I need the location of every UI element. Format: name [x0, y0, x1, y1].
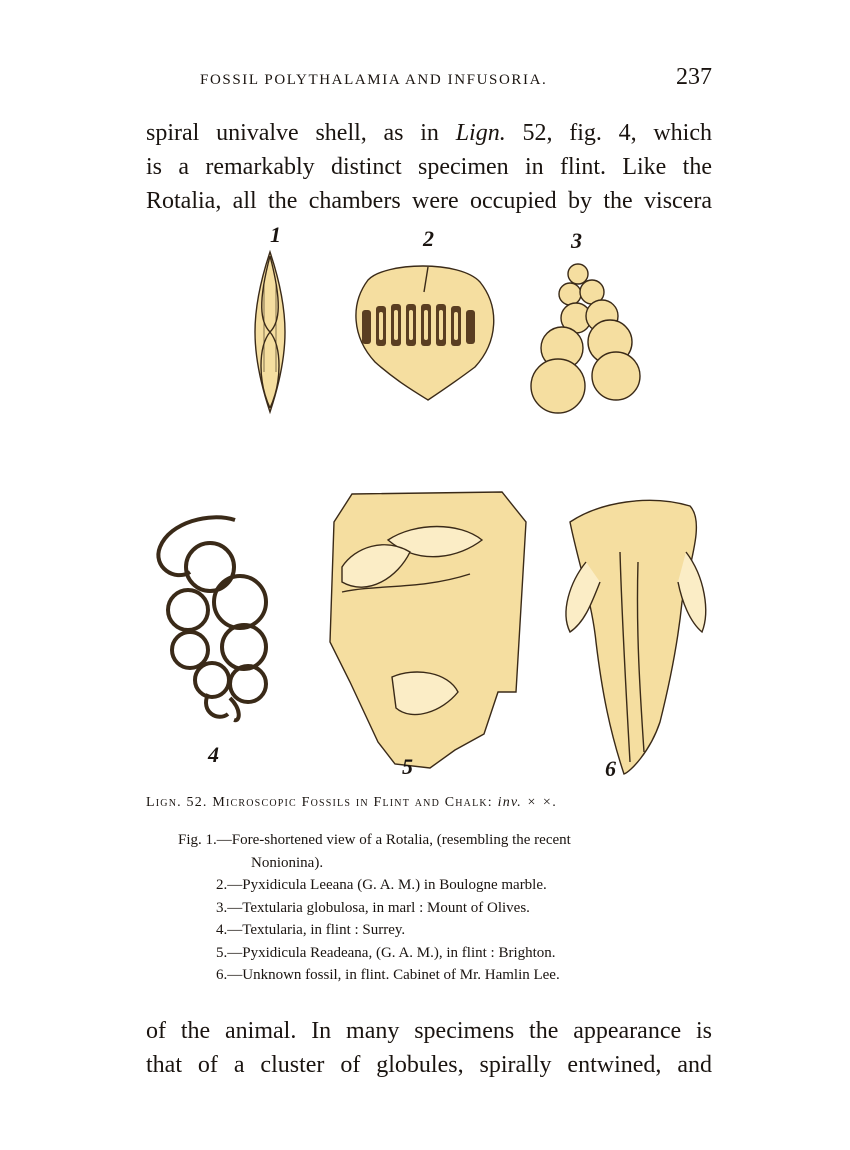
fossil-1-rotalia — [255, 252, 285, 412]
figure-number-5: 5 — [402, 754, 413, 779]
text-line: Rotalia, all the chambers were occupied by the viscera — [146, 188, 712, 214]
legend-line: 5.—Pyxidicula Readeana, (G. A. M.), in flint : Brighton. — [216, 944, 556, 961]
fossil-2-pyxidicula — [356, 266, 494, 400]
figure-legend — [146, 829, 712, 987]
text-line: that of a cluster of globules, spirally entwined, and — [146, 1052, 712, 1078]
fossil-3-textularia-globulosa — [531, 264, 640, 413]
legend-line: 3.—Textularia globulosa, in marl : Mount of Olives. — [216, 899, 530, 916]
figure-caption — [146, 795, 712, 811]
legend-line: 2.—Pyxidicula Leeana (G. A. M.) in Boulogne marble. — [216, 877, 547, 893]
running-header — [200, 64, 712, 100]
legend-line: Fig. 1.—Fore-shortened view of a Rotalia, (resembling the recent — [178, 832, 571, 848]
figure-number-2: 2 — [423, 226, 434, 251]
fossil-6-unknown — [566, 500, 706, 774]
bottom-paragraph — [146, 1014, 712, 1082]
text-line: spiral univalve shell, as in Lign. 52, fig. 4, which — [146, 120, 713, 146]
fossil-illustrations — [130, 222, 730, 782]
text-line: is a remarkably distinct specimen in flint. Like the — [146, 154, 712, 180]
caption-prefix: Lign. 52. — [146, 795, 208, 810]
caption-title: Microscopic Fossils in Flint and Chalk: — [212, 795, 493, 810]
text-line: of the animal. In many specimens the appearance is — [146, 1018, 712, 1044]
legend-line: 4.—Textularia, in flint : Surrey. — [216, 922, 406, 938]
running-title: FOSSIL POLYTHALAMIA AND INFUSORIA. — [200, 72, 548, 88]
legend-line: Nonionina). — [251, 854, 324, 871]
figure-number-4: 4 — [208, 742, 219, 767]
fossil-4-textularia-rings — [158, 517, 266, 720]
legend-line: 6.—Unknown fossil, in flint. Cabinet of Mr. Hamlin Lee. — [216, 967, 560, 983]
caption-suffix: inv. × ×. — [497, 795, 558, 810]
figure-number-6: 6 — [605, 756, 616, 781]
fossil-5-pyxidicula-readeana — [330, 492, 526, 768]
page-number: 237 — [676, 64, 712, 90]
top-paragraph — [146, 116, 712, 218]
figure-number-1: 1 — [270, 222, 281, 247]
figure-number-3: 3 — [571, 228, 582, 253]
figure-plate — [130, 222, 730, 782]
lign-ref: Lign. — [455, 120, 506, 146]
